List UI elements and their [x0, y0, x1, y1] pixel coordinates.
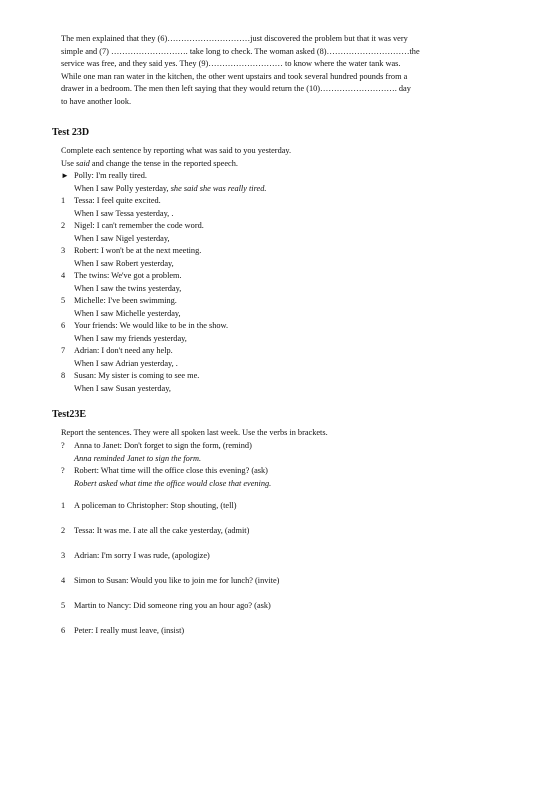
item-report: When I saw Adrian yesterday, .	[74, 358, 178, 368]
item-number: 7	[61, 346, 66, 355]
example-item	[61, 440, 501, 465]
item-report: When I saw my friends yesterday,	[74, 333, 187, 343]
item-text: Martin to Nancy: Did someone ring you an hour ago? (ask)	[74, 601, 271, 610]
exercise-item	[61, 600, 501, 613]
item-text: Peter: I really must leave, (insist)	[74, 626, 185, 635]
instruction-line	[61, 158, 501, 171]
item-text: Adrian: I'm sorry I was rude, (apologize)	[74, 551, 210, 560]
instruction-line: Report the sentences. They were all spoken last week. Use the verbs in brackets.	[61, 428, 328, 437]
intro-line: to have another look.	[61, 96, 132, 106]
item-speech: Tessa: I feel quite excited.	[74, 196, 161, 205]
item-speech: Michelle: I've been swimming.	[74, 296, 177, 305]
item-number: 6	[61, 321, 66, 330]
item-number: 6	[61, 626, 66, 635]
exercise-item	[61, 550, 501, 563]
instruction-text: and change the tense in the reported speech.	[89, 158, 238, 168]
exercise-item	[61, 625, 501, 638]
intro-paragraph	[61, 33, 501, 109]
exercise-item	[61, 575, 501, 588]
instruction-line: Complete each sentence by reporting what was said to you yesterday.	[61, 146, 292, 155]
item-number: 2	[61, 526, 66, 535]
example-answer: Anna reminded Janet to sign the form.	[74, 453, 202, 463]
item-text: Tessa: It was me. I ate all the cake yesterday, (admit)	[74, 526, 250, 535]
example-answer: Robert asked what time the office would close that evening.	[74, 478, 272, 488]
exercise-item	[61, 195, 501, 220]
example-marker: ?	[61, 466, 65, 475]
intro-line: simple and (7) ………………………. take long to check. The woman asked (8)…………………………the	[61, 46, 420, 56]
example-report-text: When I saw Polly yesterday,	[74, 183, 171, 193]
intro-line: drawer in a bedroom. The men then left saying that they would return the (10)………………………. day	[61, 84, 411, 94]
item-number: 1	[61, 501, 66, 510]
example-answer: she said she was really tired.	[170, 183, 267, 193]
intro-line: While one man ran water in the kitchen, the other went upstairs and took several hundred pounds from a	[61, 71, 408, 81]
item-speech: Susan: My sister is coming to see me.	[74, 371, 200, 380]
exercise-item	[61, 295, 501, 320]
exercise-item	[61, 500, 501, 513]
intro-line: The men explained that they (6)…………………………just discovered the problem but that it was very	[61, 34, 408, 43]
example-item	[61, 170, 501, 195]
example-speech: Anna to Janet: Don't forget to sign the form, (remind)	[74, 441, 252, 450]
test-23e-heading: Test23E	[52, 409, 87, 420]
exercise-item	[61, 320, 501, 345]
item-speech: Nigel: I can't remember the code word.	[74, 221, 204, 230]
item-report: When I saw Nigel yesterday,	[74, 233, 170, 243]
item-text: Simon to Susan: Would you like to join me for lunch? (invite)	[74, 576, 280, 585]
item-number: 5	[61, 296, 66, 305]
instruction-keyword: said	[75, 158, 90, 168]
test-23d-instructions	[61, 145, 501, 170]
item-speech: Robert: I won't be at the next meeting.	[74, 246, 202, 255]
item-text: A policeman to Christopher: Stop shouting, (tell)	[74, 501, 237, 510]
item-number: 4	[61, 576, 66, 585]
item-speech: Adrian: I don't need any help.	[74, 346, 173, 355]
item-report: When I saw Tessa yesterday, .	[74, 208, 174, 218]
example-item	[61, 465, 501, 490]
exercise-item	[61, 245, 501, 270]
item-report: When I saw Susan yesterday,	[74, 383, 171, 393]
item-number: 3	[61, 551, 66, 560]
item-speech: Your friends: We would like to be in the show.	[74, 321, 229, 330]
exercise-item	[61, 525, 501, 538]
item-number: 2	[61, 221, 66, 230]
example-marker-icon: ►	[61, 171, 69, 180]
item-number: 8	[61, 371, 66, 380]
test-23e-instructions	[61, 427, 501, 440]
item-number: 4	[61, 271, 66, 280]
item-report: When I saw the twins yesterday,	[74, 283, 182, 293]
test-23d-heading: Test 23D	[52, 127, 90, 138]
exercise-item	[61, 370, 501, 395]
item-report: When I saw Michelle yesterday,	[74, 308, 181, 318]
example-speech-row	[61, 170, 501, 183]
exercise-item	[61, 270, 501, 295]
item-number: 5	[61, 601, 66, 610]
item-speech: The twins: We've got a problem.	[74, 271, 182, 280]
intro-line: service was free, and they said yes. They (9)……………………… to know where the water tank was.	[61, 59, 401, 69]
example-report	[61, 183, 501, 196]
instruction-text: Use	[61, 158, 76, 168]
example-speech: Polly: I'm really tired.	[74, 171, 147, 180]
item-number: 1	[61, 196, 66, 205]
example-marker: ?	[61, 441, 65, 450]
exercise-item	[61, 220, 501, 245]
item-report: When I saw Robert yesterday,	[74, 258, 174, 268]
example-speech: Robert: What time will the office close this evening? (ask)	[74, 466, 268, 475]
exercise-item	[61, 345, 501, 370]
item-number: 3	[61, 246, 66, 255]
